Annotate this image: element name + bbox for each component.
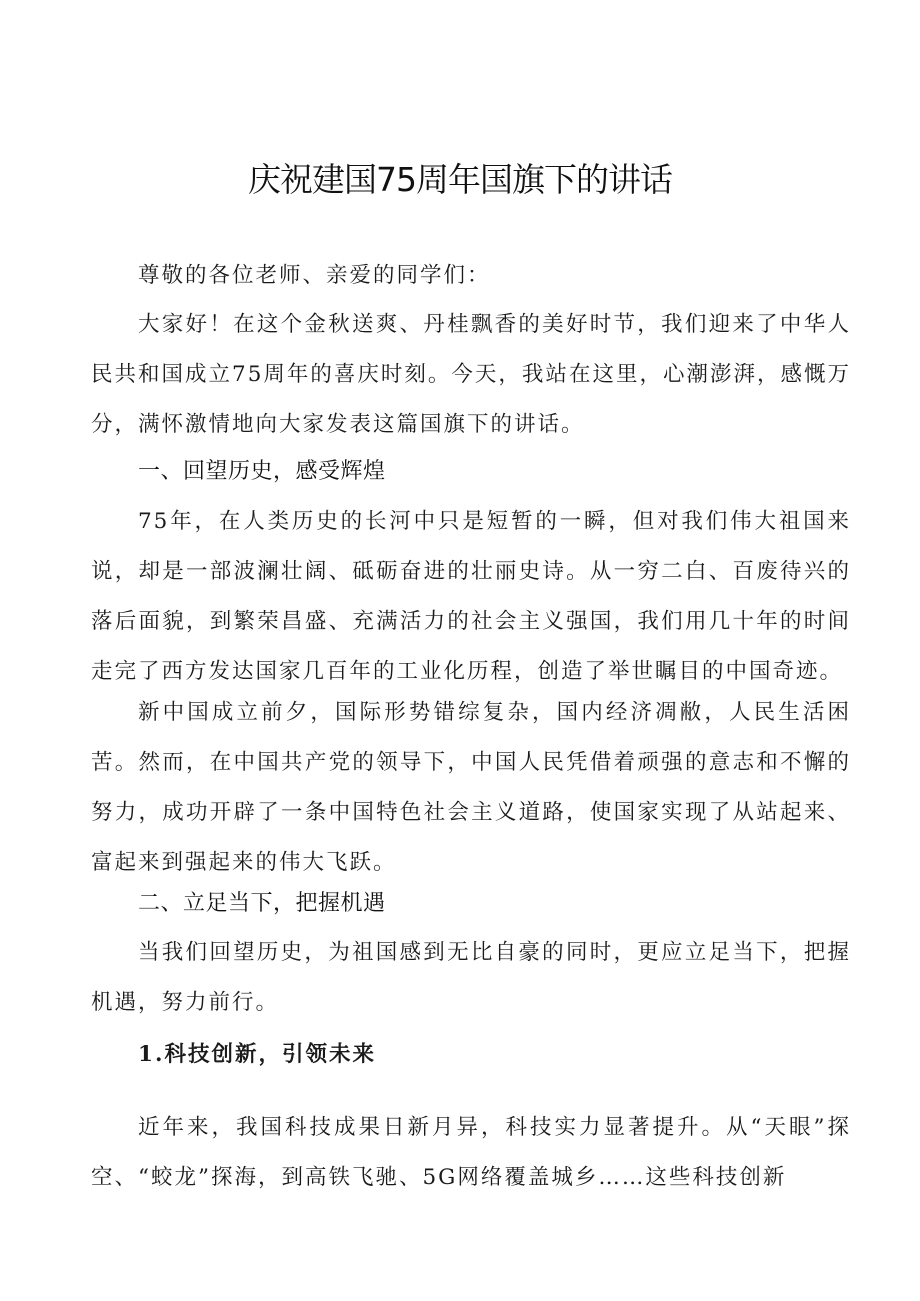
section-heading-history: 一、回望历史，感受辉煌	[138, 459, 386, 484]
salutation: 尊敬的各位老师、亲爱的同学们：	[138, 263, 491, 288]
document-title: 庆祝建国75周年国旗下的讲话	[248, 160, 672, 199]
paragraph-opening: 大家好！在这个金秋送爽、丹桂飘香的美好时节，我们迎来了中华人民共和国成立75周年的喜庆时刻。今天，我站在这里，心潮澎湃，感慨万分，满怀激情地向大家发表这篇国旗下的讲话。	[91, 312, 851, 437]
section-heading-present: 二、立足当下，把握机遇	[138, 891, 386, 916]
paragraph-present: 当我们回望历史，为祖国感到无比自豪的同时，更应立足当下，把握机遇，努力前行。	[91, 940, 851, 1015]
sub-heading-tech-innovation: 1.科技创新，引领未来	[138, 1042, 376, 1067]
paragraph-new-china: 新中国成立前夕，国际形势错综复杂，国内经济凋敝，人民生活困苦。然而，在中国共产党的领导下，中国人民凭借着顽强的意志和不懈的努力，成功开辟了一条中国特色社会主义道路，使国家实现了从站起来、富起来到强起来的伟大飞跃。	[91, 700, 851, 875]
paragraph-history-75-years: 75年，在人类历史的长河中只是短暂的一瞬，但对我们伟大祖国来说，却是一部波澜壮阔、砥砺奋进的壮丽史诗。从一穷二白、百废待兴的落后面貌，到繁荣昌盛、充满活力的社会主义强国，我们用几十年的时间走完了西方发达国家几百年的工业化历程，创造了举世瞩目的中国奇迹。	[91, 509, 851, 684]
paragraph-tech: 近年来，我国科技成果日新月异，科技实力显著提升。从“天眼”探空、“蛟龙”探海，到高铁飞驰、5G网络覆盖城乡……这些科技创新	[91, 1115, 851, 1190]
